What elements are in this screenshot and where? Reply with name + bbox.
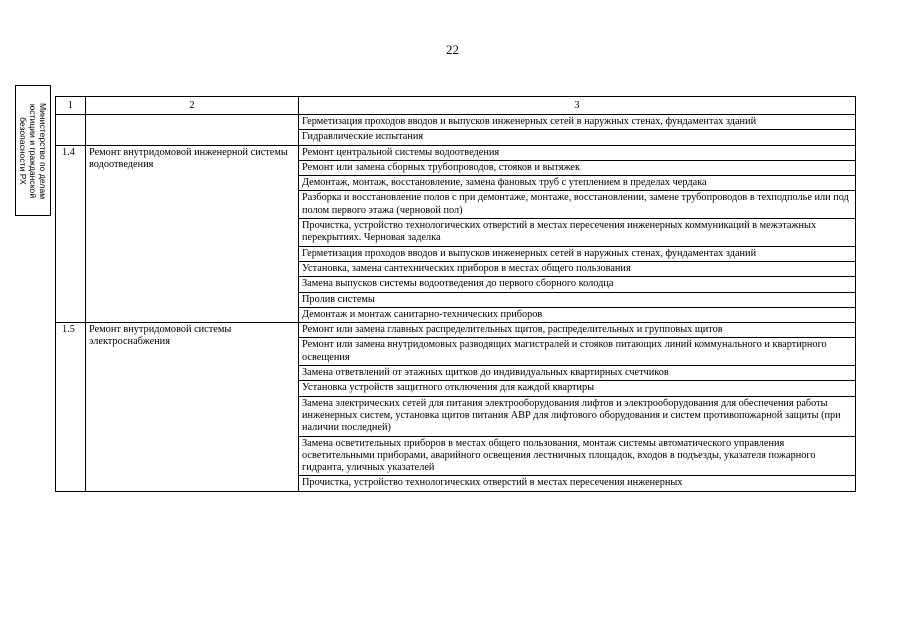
- section-number: 1.5: [56, 323, 86, 492]
- stamp-line: безопасности РХ: [18, 116, 28, 185]
- work-item: Замена ответвлений от этажных щитков до индивидуальных квартирных счетчиков: [299, 366, 856, 381]
- work-item: Замена выпусков системы водоотведения до первого сборного колодца: [299, 277, 856, 292]
- works-table: [55, 96, 856, 492]
- table-row: [56, 145, 856, 160]
- work-item: Ремонт или замена внутридомовых разводящих магистралей и стояков питающих линий коммунального и квартирного освещения: [299, 338, 856, 366]
- stamp-line: юстиции и гражданской: [28, 103, 38, 198]
- work-item: Демонтаж, монтаж, восстановление, замена фановых труб с утеплением в пределах чердака: [299, 176, 856, 191]
- work-item: Гидравлические испытания: [299, 130, 856, 145]
- section-title: Ремонт внутридомовой системы электроснабжения: [86, 323, 299, 492]
- section-title: [86, 115, 299, 146]
- stamp-text: [18, 87, 48, 214]
- work-item: Установка, замена сантехнических приборов в местах общего пользования: [299, 261, 856, 276]
- page-number: 22: [446, 42, 459, 57]
- work-item: Ремонт или замена главных распределительных щитов, распределительных и групповых щитов: [299, 323, 856, 338]
- work-item: Герметизация проходов вводов и выпусков инженерных сетей в наружных стенах, фундаментах зданий: [299, 246, 856, 261]
- table-row: [56, 115, 856, 130]
- work-item: Замена осветительных приборов в местах общего пользования, монтаж системы автоматического управления осветительными приборами, аварийного освещения лестничных площадок, входов в подъезды, указателя пожарного гидранта, уличных указателей: [299, 436, 856, 476]
- registration-stamp: [15, 85, 51, 216]
- section-number: 1.4: [56, 145, 86, 323]
- work-item: Замена электрических сетей для питания электрооборудования лифтов и электрооборудования для обеспечения работы инженерных систем, установка щитов питания АВР для лифтового оборудования и систем противопожарной защиты (при наличии последней): [299, 396, 856, 436]
- work-item: Ремонт центральной системы водоотведения: [299, 145, 856, 160]
- work-item: Установка устройств защитного отключения для каждой квартиры: [299, 381, 856, 396]
- works-table-body: [56, 97, 856, 492]
- section-title: Ремонт внутридомовой инженерной системы водоотведения: [86, 145, 299, 323]
- work-item: Пролив системы: [299, 292, 856, 307]
- column-header-1: 1: [56, 97, 86, 115]
- work-item: Разборка и восстановление полов с при демонтаже, монтаже, восстановлении, замене трубопроводов в техподполье или под полом первого этажа (черновой пол): [299, 191, 856, 219]
- stamp-line: Министерство по делам: [38, 102, 48, 199]
- work-item: Прочистка, устройство технологических отверстий в местах пересечения инженерных коммуникаций в межэтажных перекрытиях. Черновая заделка: [299, 219, 856, 247]
- table-row: [56, 323, 856, 338]
- column-header-3: 3: [299, 97, 856, 115]
- table-header-row: [56, 97, 856, 115]
- section-number: [56, 115, 86, 146]
- work-item: Герметизация проходов вводов и выпусков инженерных сетей в наружных стенах, фундаментах зданий: [299, 115, 856, 130]
- column-header-2: 2: [86, 97, 299, 115]
- work-item: Прочистка, устройство технологических отверстий в местах пересечения инженерных: [299, 476, 856, 491]
- work-item: Демонтаж и монтаж санитарно-технических приборов: [299, 307, 856, 322]
- work-item: Ремонт или замена сборных трубопроводов, стояков и вытяжек: [299, 160, 856, 175]
